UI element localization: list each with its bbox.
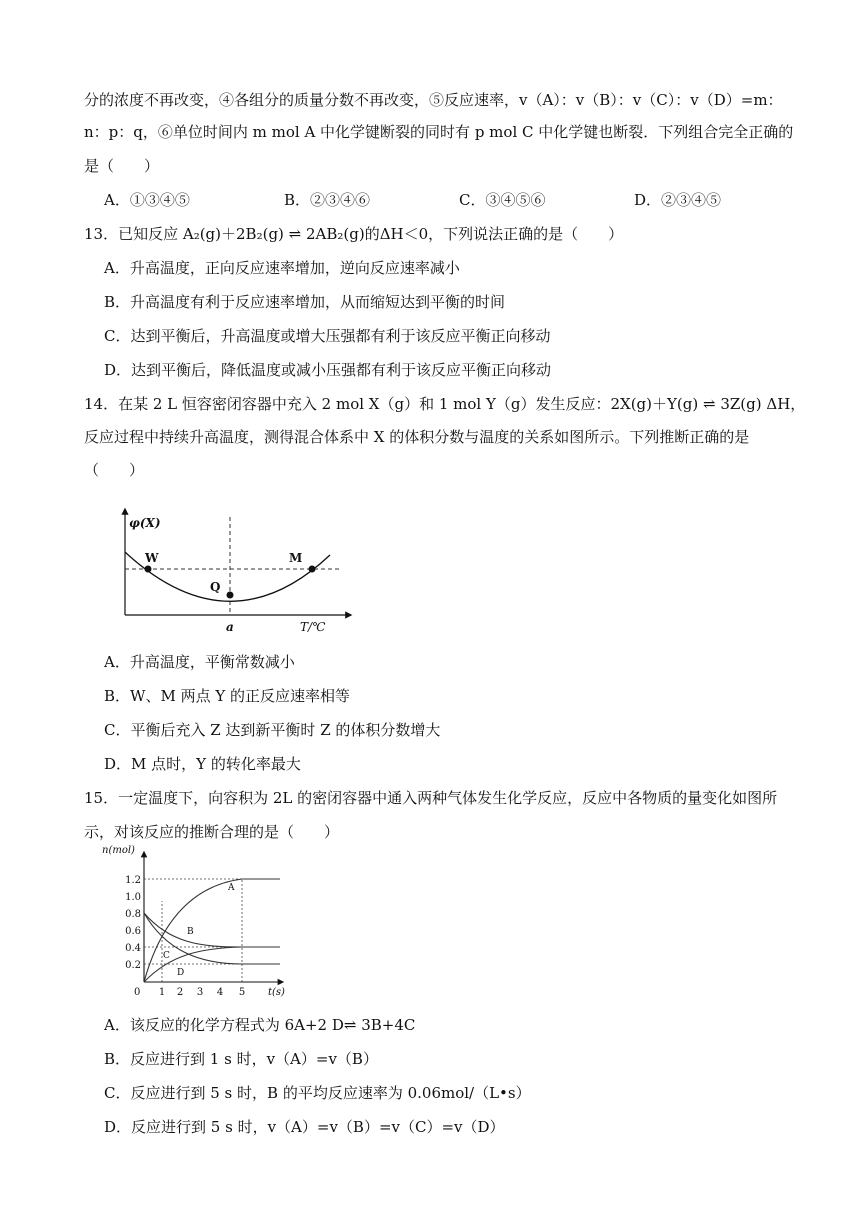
q12-text-line-3: 是（ ） <box>84 157 160 175</box>
q15-x-tick-5: 5 <box>238 987 246 998</box>
q14-label-w: W <box>145 551 159 565</box>
q13-option-d: D．达到平衡后，降低温度或减小压强都有利于该反应平衡正向移动 <box>104 361 552 379</box>
q15-y-tick-0.2: 0.2 <box>125 960 141 971</box>
q15-y-tick-0.8: 0.8 <box>125 909 141 920</box>
q15-label-c: C <box>163 951 170 961</box>
q15-label-d: D <box>177 968 185 978</box>
q14-x-tick-a: a <box>226 620 234 634</box>
q14-text-line-2: 反应过程中持续升高温度，测得混合体系中 X 的体积分数与温度的关系如图所示。下列推断正确的是 <box>84 428 750 446</box>
q15-text-line-2: 示，对该反应的推断合理的是（ ） <box>84 823 340 841</box>
q15-text-line-1: 15．一定温度下，向容积为 2L 的密闭容器中通入两种气体发生化学反应，反应中各物质的量变化如图所 <box>84 789 778 807</box>
q15-option-a: A．该反应的化学方程式为 6A+2 D⇌ 3B+4C <box>104 1016 416 1034</box>
q12-option-b: B．②③④⑥ <box>284 191 371 209</box>
q15-x-tick-3: 3 <box>196 987 204 998</box>
q15-curve-b <box>144 913 280 947</box>
q15-origin-label: 0 <box>134 987 141 998</box>
q14-figure <box>110 505 360 635</box>
q15-x-tick-1: 1 <box>158 987 166 998</box>
q15-y-tick-1.0: 1.0 <box>125 892 141 903</box>
q15-x-tick-2: 2 <box>176 987 184 998</box>
q13-option-c: C．达到平衡后，升高温度或增大压强都有利于该反应平衡正向移动 <box>104 327 551 345</box>
q15-y-label: n(mol) <box>102 845 135 856</box>
q12-option-a: A．①③④⑤ <box>104 191 190 209</box>
q14-text-line-3: （ ） <box>84 461 145 479</box>
q15-option-c: C．反应进行到 5 s 时，B 的平均反应速率为 0.06mol/（L•s） <box>104 1084 531 1102</box>
q14-text-line-1: 14．在某 2 L 恒容密闭容器中充入 2 mol X（g）和 1 mol Y（g）发生反应：2X(g)＋Y(g) ⇌ 3Z(g) ΔH， <box>84 395 806 413</box>
q14-y-label: φ(X) <box>129 516 161 530</box>
q15-y-tick-0.4: 0.4 <box>125 943 141 954</box>
q13-stem: 13．已知反应 A₂(g)＋2B₂(g) ⇌ 2AB₂(g)的ΔH＜0，下列说法正确的是（ ） <box>84 225 624 243</box>
q15-x-tick-4: 4 <box>216 987 224 998</box>
q14-option-d: D．M 点时，Y 的转化率最大 <box>104 755 301 773</box>
q13-option-b: B．升高温度有利于反应速率增加，从而缩短达到平衡的时间 <box>104 293 506 311</box>
q14-point-w <box>145 566 152 573</box>
q14-option-a: A．升高温度，平衡常数减小 <box>104 653 295 671</box>
q12-options <box>104 190 721 210</box>
q15-y-tick-1.2: 1.2 <box>125 875 141 886</box>
q14-point-m <box>309 566 316 573</box>
q13-option-a: A．升高温度，正向反应速率增加，逆向反应速率减小 <box>104 259 460 277</box>
q12-text-line-1: 分的浓度不再改变，④各组分的质量分数不再改变，⑤反应速率，v（A）：v（B）：v（C）：v（D）=m： <box>84 91 783 109</box>
q12-option-d: D．②③④⑤ <box>634 191 722 209</box>
q15-option-d: D．反应进行到 5 s 时，v（A）=v（B）=v（C）=v（D） <box>104 1118 505 1136</box>
q15-label-a: A <box>228 883 235 893</box>
q14-label-q: Q <box>210 580 221 594</box>
q15-y-tick-0.6: 0.6 <box>125 926 141 937</box>
q15-x-label: t(s) <box>268 987 285 998</box>
q15-figure <box>100 845 300 1005</box>
q14-point-q <box>227 592 234 599</box>
q14-label-m: M <box>289 551 303 565</box>
q14-x-label: T/℃ <box>300 620 326 634</box>
q14-option-c: C．平衡后充入 Z 达到新平衡时 Z 的体积分数增大 <box>104 721 441 739</box>
q15-option-b: B．反应进行到 1 s 时，v（A）=v（B） <box>104 1050 378 1068</box>
q15-label-b: B <box>187 927 194 937</box>
q12-text-line-2: n：p：q，⑥单位时间内 m mol A 中化学键断裂的同时有 p mol C 中化学键也断裂．下列组合完全正确的 <box>84 123 794 141</box>
q14-option-b: B．W、M 两点 Y 的正反应速率相等 <box>104 687 351 705</box>
q12-option-c: C．③④⑤⑥ <box>459 191 546 209</box>
